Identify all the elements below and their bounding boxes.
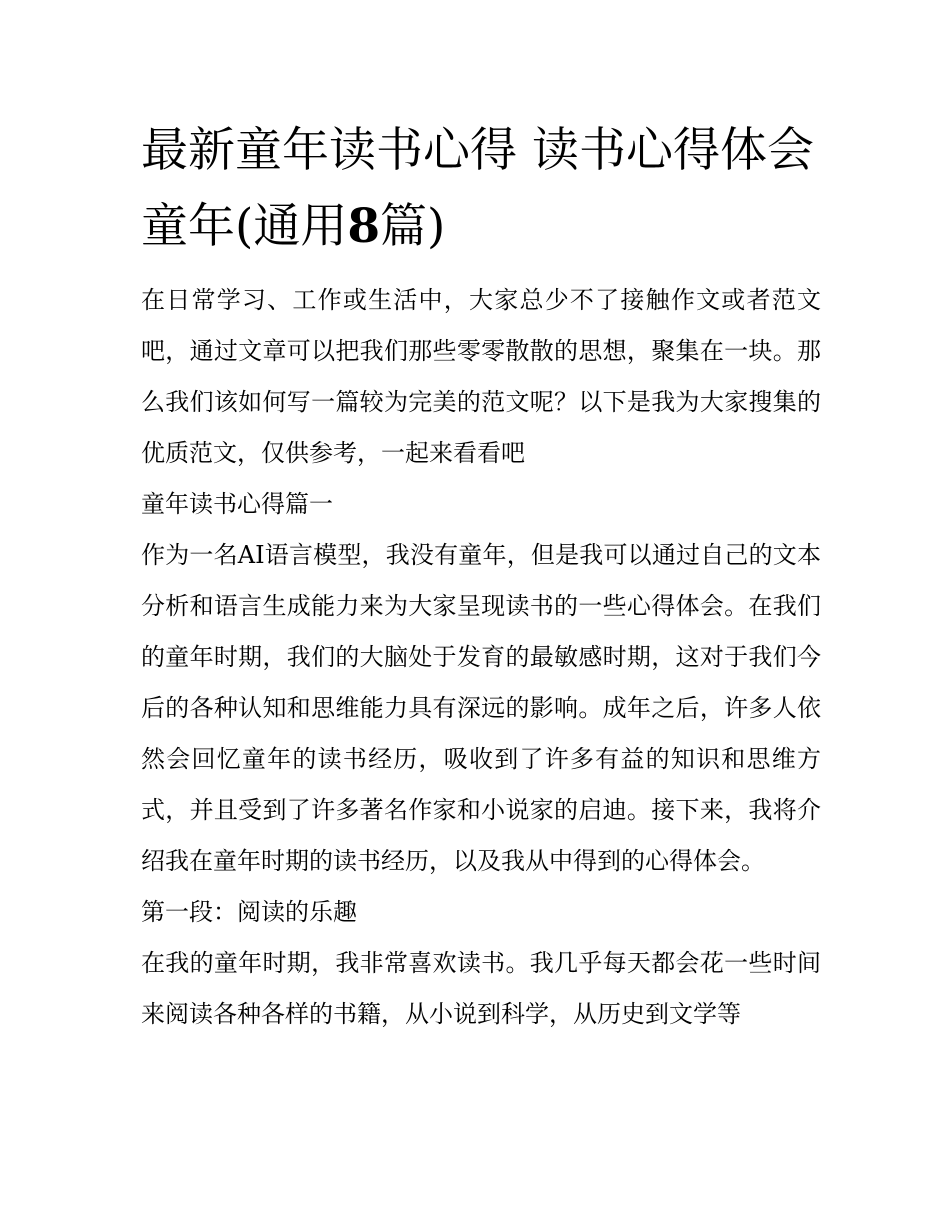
document-title — [141, 113, 821, 265]
title-text-end: 篇) — [380, 199, 446, 254]
sub-paragraph: 在我的童年时期，我非常喜欢读书。我几乎每天都会花一些时间来阅读各种各样的书籍，从小说到科学，从历史到文学等 — [141, 949, 821, 1028]
document-body — [141, 113, 821, 1040]
title-number: 8 — [347, 199, 381, 254]
title-text: 最新童年读书心得 读书心得体会童年(通用 — [141, 123, 814, 254]
section-heading: 童年读书心得篇一 — [141, 490, 333, 518]
intro-paragraph: 在日常学习、工作或生活中，大家总少不了接触作文或者范文吧，通过文章可以把我们那些零零散散的思想，聚集在一块。那么我们该如何写一篇较为完美的范文呢？以下是我为大家搜集的优质范文，仅供参考，一起来看看吧 — [141, 286, 821, 467]
section-paragraph: 作为一名AI语言模型，我没有童年，但是我可以通过自己的文本分析和语言生成能力来为大家呈现读书的一些心得体会。在我们的童年时期，我们的大脑处于发育的最敏感时期，这对于我们今后的各种认知和思维能力具有深远的影响。成年之后，许多人依然会回忆童年的读书经历，吸收到了许多有益的知识和思维方式，并且受到了许多著名作家和小说家的启迪。接下来，我将介绍我在童年时期的读书经历，以及我从中得到的心得体会。 — [141, 541, 821, 875]
sub-heading: 第一段：阅读的乐趣 — [141, 898, 357, 926]
